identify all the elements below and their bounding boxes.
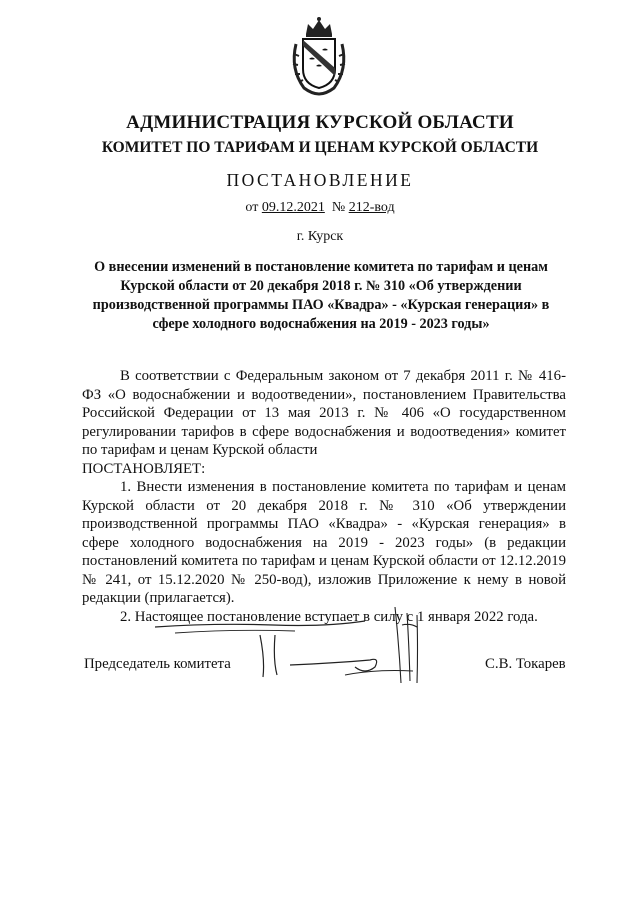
signatory-role: Председатель комитета <box>84 656 231 672</box>
resolves-line: ПОСТАНОВЛЯЕТ: <box>82 460 206 477</box>
handwritten-signature <box>155 605 445 685</box>
coat-of-arms-emblem <box>286 14 352 98</box>
signatory-name: С.В. Токарев <box>485 656 566 672</box>
item-paragraph-1: 1. Внести изменения в постановление комитета по тарифам и ценам Курской области от 20 декабря 2018 г. № 310 «Об утверждении производственной программы ПАО «Квадра» - «Курская генерация» в сфере холодного водоснабжения на 2019 - 2023 годы» (в редакции постановлений комитета по тарифам и ценам Курской области от 12.12.2019 № 241, от 15.12.2020 № 250-вод), изложив Приложение к нему в новой редакции (прилагается). <box>82 479 566 606</box>
document-subject: О внесении изменений в постановление комитета по тарифам и ценам Курской области от 20 декабря 2018 г. № 310 «Об утверждении производственной программы ПАО «Квадра» - «Курская генерация» в сфере холодного водоснабжения на 2019 - 2023 годы» <box>92 259 550 332</box>
city: г. Курск <box>296 229 344 244</box>
document-date: 09.12.2021 <box>261 200 325 215</box>
organization-title: АДМИНИСТРАЦИЯ КУРСКОЙ ОБЛАСТИ <box>126 112 514 133</box>
number-prefix: № <box>331 200 346 215</box>
document-type: ПОСТАНОВЛЕНИЕ <box>226 170 414 190</box>
item-paragraph-2: 2. Настоящее постановление вступает в силу с 1 января 2022 года. <box>120 608 538 625</box>
date-number-line <box>0 200 640 216</box>
document-body <box>82 367 566 626</box>
committee-title: КОМИТЕТ ПО ТАРИФАМ И ЦЕНАМ КУРСКОЙ ОБЛАСТИ <box>101 139 539 156</box>
preamble-paragraph: В соответствии с Федеральным законом от 7 декабря 2011 г. № 416-ФЗ «О водоснабжении и водоотведении», постановлением Правительства Российской Федерации от 13 мая 2013 г. № 406 «О государственном регулировании тарифов в сфере водоснабжения и водоотведения» комитет по тарифам и ценам Курской области <box>82 368 566 458</box>
document-number: 212-вод <box>348 200 395 215</box>
date-prefix: от <box>245 200 259 215</box>
